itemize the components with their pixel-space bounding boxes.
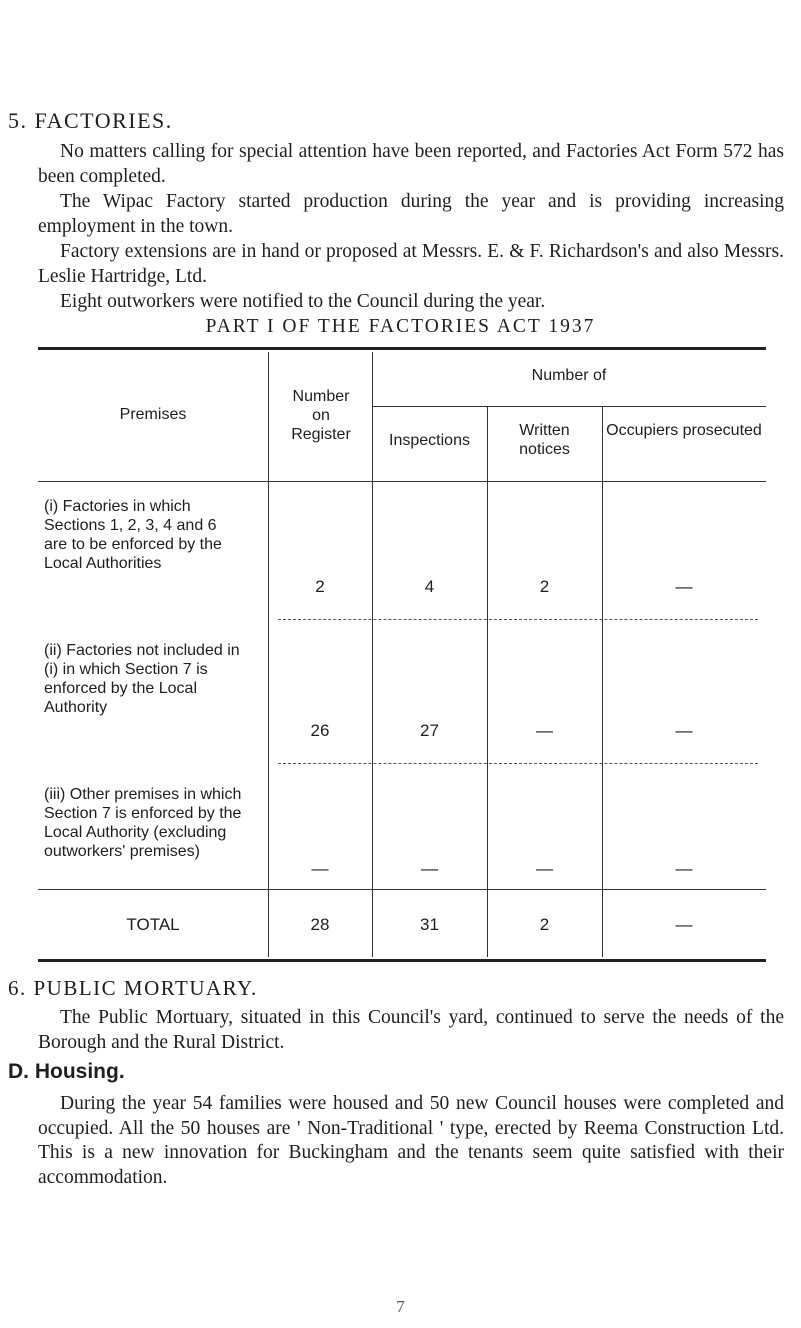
row-ii-prosecuted: — [675,721,693,740]
page-number: 7 [396,1297,405,1316]
row-iii-label: (iii) Other premises in which Section 7 is enforced by the Local Authority (excluding outworkers' premises) [44,786,242,860]
row-ii-notices: — [536,721,553,740]
row-iii-inspections: — [421,859,438,878]
row-i-inspections: 4 [424,577,435,596]
factories-table [38,347,766,962]
row-i-underline [278,619,758,620]
row-iii-prosecuted: — [675,859,693,878]
paragraph-2: The Wipac Factory started production during the year and is providing increasing employment in the town. [38,191,784,237]
table-title: PART I OF THE FACTORIES ACT 1937 [205,316,596,337]
section-5-heading: 5. FACTORIES. [8,108,173,133]
row-i-label: (i) Factories in which Sections 1, 2, 3, 4 and 6 are to be enforced by the Local Authorities [44,498,222,572]
section-6-heading: 6. PUBLIC MORTUARY. [8,976,258,1000]
paragraph-4: Eight outworkers were notified to the Council during the year. [60,291,546,312]
row-ii-underline [278,763,758,764]
housing-paragraph: During the year 54 families were housed and 50 new Council houses were completed and occupied. All the 50 houses are ' Non-Traditional ' type, erected by Reema Construction Ltd. This is a new innovation for Buckingham and the tenants seem quite satisfied with their accommodation. [38,1093,784,1188]
total-divider [38,889,766,890]
row-i-register: 2 [315,577,325,596]
housing-heading: D. Housing. [8,1060,125,1083]
total-register: 28 [310,915,330,934]
table-top-rule [38,347,766,350]
section-6-paragraph: The Public Mortuary, situated in this Council's yard, continued to serve the needs of the Borough and the Rural District. [38,1007,784,1053]
total-notices: 2 [539,915,550,934]
total-prosecuted: — [675,915,693,934]
number-of-divider [372,406,766,407]
row-ii-inspections: 27 [420,721,439,740]
paragraph-1: No matters calling for special attention have been reported, and Factories Act Form 572 has been completed. [38,141,784,187]
row-i-notices: 2 [539,577,550,596]
row-iii-register: — [311,859,329,878]
header-number-on-register: Number on Register [291,388,351,443]
header-number-of: Number of [531,367,607,384]
header-written-notices: Written notices [519,422,570,458]
row-iii-notices: — [536,859,553,878]
row-ii-register: 26 [310,721,330,740]
row-i-prosecuted: — [675,577,693,596]
paragraph-3: Factory extensions are in hand or proposed at Messrs. E. & F. Richardson's and also Messrs. Leslie Hartridge, Ltd. [38,241,784,287]
total-label: TOTAL [126,915,180,934]
table-bottom-rule [38,959,766,962]
total-inspections: 31 [420,915,439,934]
header-inspections: Inspections [389,432,470,449]
header-premises: Premises [119,406,187,423]
header-divider [38,481,766,482]
header-occupiers-prosecuted: Occupiers prosecuted [606,422,762,439]
row-ii-label: (ii) Factories not included in (i) in which Section 7 is enforced by the Local Authority [44,642,240,716]
